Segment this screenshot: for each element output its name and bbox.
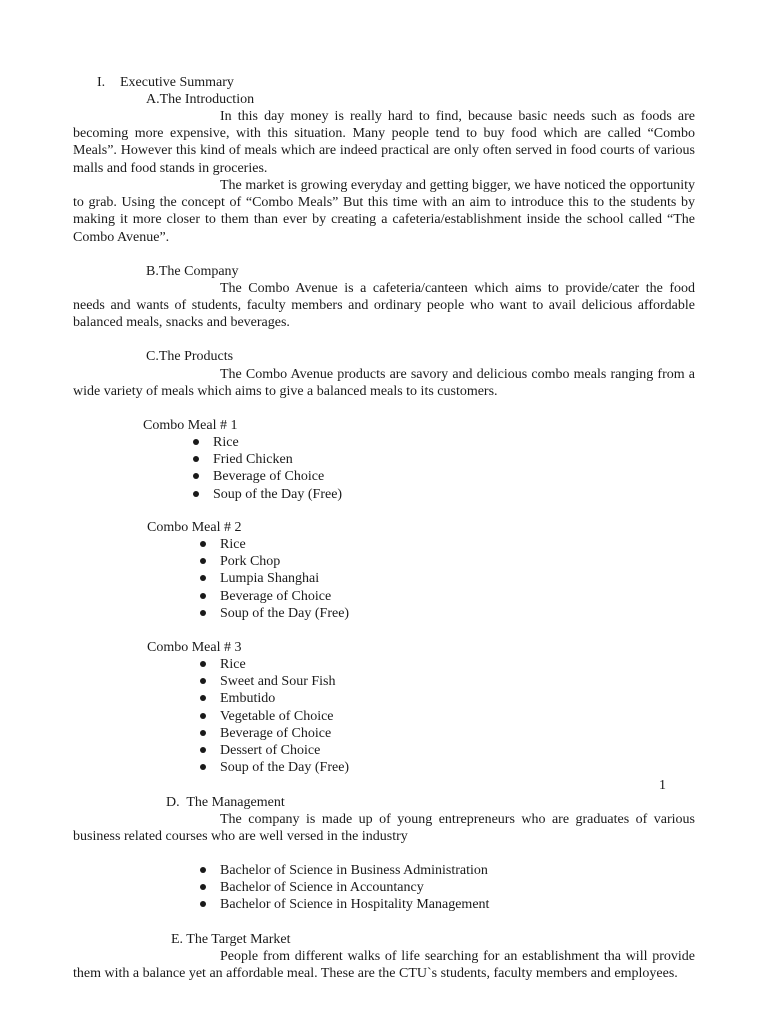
section-title: Executive Summary xyxy=(120,75,234,90)
management-heading: D. The Management xyxy=(166,795,285,810)
list-item-text: Sweet and Sour Fish xyxy=(220,674,336,690)
list-item-text: Bachelor of Science in Accountancy xyxy=(220,880,424,896)
list-item xyxy=(200,879,489,896)
list-item-text: Rice xyxy=(220,657,246,672)
company-paragraph-text: The Combo Avenue is a cafeteria/canteen which aims to provide/cater the food needs and wants of students, faculty members and ordinary people who want to avail delicious affordable balanced meals, snacks and beverages. xyxy=(73,281,695,331)
list-item-text: Lumpia Shanghai xyxy=(220,571,320,587)
target-market-heading: E. The Target Market xyxy=(171,932,291,947)
list-item xyxy=(200,553,349,570)
list-item xyxy=(200,656,349,673)
list-item xyxy=(193,468,342,485)
bullet-icon xyxy=(200,558,206,564)
list-item xyxy=(200,725,349,742)
intro-paragraph-1-text: In this day money is really hard to find, because basic needs such as foods are becoming more expensive, with this situation. Many people tend to buy food which are called “Combo Meals”. However this kind of meals which are indeed practical are only often served in food courts of various malls and food stands in groceries. xyxy=(73,109,695,176)
list-item-text: Fried Chicken xyxy=(213,452,293,468)
list-item xyxy=(200,708,349,725)
list-item-text: Beverage of Choice xyxy=(220,588,332,604)
outline-roman-numeral: I. xyxy=(97,75,106,90)
bullet-icon xyxy=(200,541,206,547)
list-item-text: Bachelor of Science in Business Administration xyxy=(220,863,488,878)
list-item-text: Bachelor of Science in Hospitality Management xyxy=(220,897,490,913)
bullet-icon xyxy=(200,610,206,616)
page-number: 1 xyxy=(659,778,666,793)
bullet-icon xyxy=(200,884,206,890)
intro-paragraph-2 xyxy=(73,177,695,246)
list-item xyxy=(200,673,349,690)
list-item xyxy=(200,862,489,879)
bullet-icon xyxy=(200,901,206,907)
list-item-text: Soup of the Day (Free) xyxy=(220,760,350,776)
target-market-paragraph-text: People from different walks of life searching for an establishment tha will provide them with a balance yet an affordable meal. These are the CTU`s students, faculty members and employees. xyxy=(73,949,695,982)
list-item xyxy=(200,605,349,622)
bullet-icon xyxy=(193,439,199,445)
management-paragraph xyxy=(73,811,695,845)
company-paragraph xyxy=(73,280,695,332)
bullet-icon xyxy=(200,661,206,667)
combo-meal-1-title: Combo Meal # 1 xyxy=(143,418,238,433)
combo-meal-1-list xyxy=(193,434,342,503)
combo-meal-2-list xyxy=(200,536,349,622)
list-item xyxy=(193,434,342,451)
list-item-text: Rice xyxy=(220,537,246,552)
bullet-icon xyxy=(200,730,206,736)
list-item xyxy=(200,570,349,587)
intro-paragraph-1 xyxy=(73,108,695,177)
list-item-text: Dessert of Choice xyxy=(220,742,321,758)
bullet-icon xyxy=(193,473,199,479)
list-item-text: Pork Chop xyxy=(220,554,281,570)
bullet-icon xyxy=(200,593,206,599)
list-item xyxy=(200,588,349,605)
products-heading: C.The Products xyxy=(146,349,234,364)
bullet-icon xyxy=(193,456,199,462)
products-paragraph xyxy=(73,366,695,400)
intro-paragraph-2-text: The market is growing everyday and getting bigger, we have noticed the opportunity to grab. Using the concept of “Combo Meals” But this time with an aim to introduce this to the students by making it more closer to them than ever by creating a cafeteria/establishment inside the school called “The Combo Avenue”. xyxy=(73,178,695,245)
products-paragraph-text: The Combo Avenue products are savory and delicious combo meals ranging from a wide variety of meals which aims to give a balanced meals to its customers. xyxy=(73,367,695,400)
list-item xyxy=(200,759,349,776)
list-item-text: Embutido xyxy=(220,691,276,707)
list-item-text: Soup of the Day (Free) xyxy=(220,605,350,621)
target-market-paragraph xyxy=(73,948,695,982)
list-item-text: Beverage of Choice xyxy=(220,725,332,741)
bullet-icon xyxy=(193,491,199,497)
bullet-icon xyxy=(200,678,206,684)
bullet-icon xyxy=(200,575,206,581)
management-paragraph-text: The company is made up of young entrepreneurs who are graduates of various business related courses who are well versed in the industry xyxy=(73,812,695,845)
list-item xyxy=(200,536,349,553)
list-item-text: Rice xyxy=(213,435,239,450)
list-item-text: Beverage of Choice xyxy=(213,469,325,485)
list-item xyxy=(193,486,342,503)
combo-meal-3-list xyxy=(200,656,349,776)
bullet-icon xyxy=(200,764,206,770)
bullet-icon xyxy=(200,713,206,719)
bullet-icon xyxy=(200,867,206,873)
list-item-text: Vegetable of Choice xyxy=(220,708,334,724)
list-item-text: Soup of the Day (Free) xyxy=(213,486,343,502)
combo-meal-2-title: Combo Meal # 2 xyxy=(147,520,242,535)
list-item xyxy=(200,742,349,759)
combo-meal-3-title: Combo Meal # 3 xyxy=(147,640,242,655)
bullet-icon xyxy=(200,695,206,701)
list-item xyxy=(193,451,342,468)
bullet-icon xyxy=(200,747,206,753)
list-item xyxy=(200,896,489,913)
management-courses-list xyxy=(200,862,489,914)
intro-heading: A.The Introduction xyxy=(146,92,255,107)
list-item xyxy=(200,690,349,707)
company-heading: B.The Company xyxy=(146,264,239,279)
